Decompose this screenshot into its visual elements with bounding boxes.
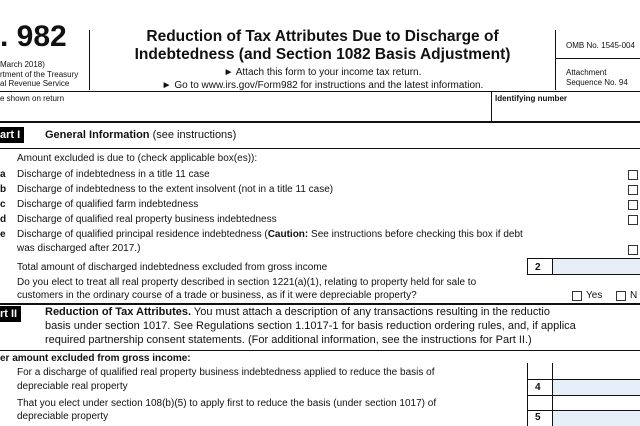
item-text-b: Discharge of indebtedness to the extent insolvent (not in a title 11 case): [17, 184, 334, 195]
service-label: al Revenue Service: [0, 79, 70, 88]
goto-instruction[interactable]: ► Go to www.irs.gov/Form982 for instructions and the latest information.: [161, 80, 484, 91]
line2-amount-input[interactable]: [553, 258, 640, 274]
checkbox-c[interactable]: [628, 200, 638, 210]
identifying-number-input[interactable]: [494, 103, 638, 119]
name-label: e shown on return: [0, 94, 65, 103]
checkbox-e[interactable]: [628, 245, 638, 255]
line4-number: 4: [535, 382, 541, 393]
checkbox-a[interactable]: [628, 170, 638, 180]
department-label: rtment of the Treasury: [0, 70, 79, 79]
attachment-label: Attachment: [566, 68, 607, 77]
item-letter-b: b: [0, 184, 7, 195]
item-text-c: Discharge of qualified farm indebtedness: [17, 199, 199, 210]
line5-text-b: depreciable property: [17, 411, 109, 422]
yes-checkbox[interactable]: [572, 291, 582, 301]
omb-number: OMB No. 1545-004: [566, 41, 635, 50]
part2-line3: required partnership consent statements. (For additional information, see the instructions for Part II.): [45, 334, 532, 346]
line4-text-b: depreciable real property: [17, 381, 128, 392]
form-title-line2: Indebtedness (and Section 1082 Basis Adjustment): [134, 46, 511, 63]
item-text-e-line2: was discharged after 2017.): [17, 243, 141, 254]
item-text-e: Discharge of qualified principal residence indebtedness (Caution: See instructions before checking this box if debt: [17, 229, 523, 240]
form-title-line1: Reduction of Tax Attributes Due to Discharge of: [146, 28, 499, 45]
identifying-number-label: Identifying number: [495, 94, 567, 103]
attach-instruction: ► Attach this form to your income tax return.: [223, 67, 422, 78]
line2-text: Total amount of discharged indebtedness excluded from gross income: [17, 262, 328, 273]
name-input[interactable]: [2, 103, 488, 119]
item-text-d: Discharge of qualified real property business indebtedness: [17, 214, 277, 225]
line5-text-a: That you elect under section 108(b)(5) to apply first to reduce the basis (under section 1017) of: [17, 398, 437, 409]
line1-intro: Amount excluded is due to (check applicable box(es)):: [17, 153, 258, 164]
item-letter-d: d: [0, 214, 7, 225]
line5-number: 5: [535, 412, 541, 423]
line2-number: 2: [535, 262, 541, 273]
part2-label: rt II: [0, 306, 21, 322]
line4-amount-input[interactable]: [553, 379, 640, 395]
checkbox-d[interactable]: [628, 215, 638, 225]
line4-text-a: For a discharge of qualified real property business indebtedness applied to reduce the basis of: [17, 367, 435, 378]
item-text-a: Discharge of indebtedness in a title 11 case: [17, 169, 210, 180]
sequence-number: Sequence No. 94: [566, 78, 628, 87]
form-number: . 982: [0, 20, 67, 53]
checkbox-b[interactable]: [628, 185, 638, 195]
item-letter-a: a: [0, 169, 6, 180]
line3-text2: customers in the ordinary course of a trade or business, as if it were depreciable property?: [17, 290, 417, 301]
part2-line1: Reduction of Tax Attributes. You must attach a description of any transactions resulting in the reductio: [45, 306, 550, 318]
line5-amount-input[interactable]: [553, 410, 640, 426]
line3-text1: Do you elect to treat all real property described in section 1221(a)(1), relating to property held for sale to: [17, 277, 477, 288]
no-label: N: [630, 290, 638, 301]
no-checkbox[interactable]: [616, 291, 626, 301]
yes-label: Yes: [586, 290, 603, 301]
part1-label: art I: [0, 127, 24, 143]
item-letter-c: c: [0, 199, 6, 210]
revision-date: March 2018): [0, 60, 45, 69]
part2-subhead: er amount excluded from gross income:: [0, 353, 191, 364]
part1-title: General Information (see instructions): [45, 129, 237, 141]
item-letter-e: e: [0, 229, 6, 240]
part2-line2: basis under section 1017. See Regulations section 1.1017-1 for basis reduction ordering rules, and, if applica: [45, 320, 576, 332]
